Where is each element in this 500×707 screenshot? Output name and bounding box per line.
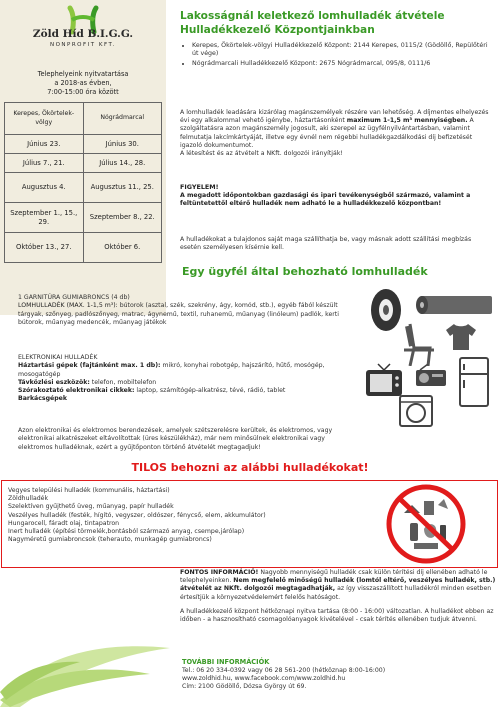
forbidden-item: Szelektíven gyűjthető üveg, műanyag, papír hulladék — [8, 503, 174, 511]
website-link[interactable]: www.zoldhid.hu, www.facebook.com/www.zoldhid.hu — [182, 675, 346, 683]
bulky-heading: LOMHULLADÉK (MAX. 1-1,5 m³): — [18, 302, 118, 310]
schedule-cell: Július 14., 28. — [83, 154, 162, 173]
bulky-text: bútorok (asztal, szék, szekrény, ágy, komód, stb.), egyéb fából készült tárgyak, szőnyeg, padlószőnyeg, matrac, ágynemű, textil, ruhanemű, műanyag (linóleum) padlók, kerti bútorok, műanyag medencék, műanyag játékok — [18, 302, 339, 326]
info-paragraph: A létesítést és az átvételt a NKft. dolgozói irányítják! — [180, 150, 343, 158]
important-heading: FONTOS INFORMÁCIÓ! — [180, 569, 259, 576]
forbidden-item: Hungarocell, fáradt olaj, tintapatron — [8, 519, 120, 527]
bulky-line — [18, 302, 358, 327]
electronic-note: Azon elektronikai és elektromos berendezések, amelyek szétszerelésre kerültek, és elektromos, vagy elektronikai alkatrészeket eltávolítottak (üres készülékház), már nem minősülnek elektronikai vagy elektromos hulladéknak, ezért a gyűjtőponton történő átvételét megtagadjuk! — [18, 427, 333, 451]
bulky-list — [18, 294, 358, 327]
schedule-header: Kerepes, Ökörtelek-völgy — [5, 103, 84, 135]
info-block — [180, 109, 494, 158]
page-title — [180, 10, 496, 37]
electronic-line — [18, 379, 358, 387]
title-line2: Hulladékkezelő Központjainkban — [180, 23, 375, 36]
garden-chair-icon — [400, 322, 438, 366]
further-info — [182, 667, 492, 692]
forbidden-item: Nagyméretű gumiabroncsok (teherauto, munkagép gumiabroncs) — [8, 536, 212, 544]
schedule-cell: Június 30. — [83, 135, 162, 154]
forbidden-title: TILOS behozni az alábbi hulladékokat! — [131, 461, 369, 474]
hours-line3: 7:00-15:00 óra között — [47, 88, 119, 97]
electronic-line — [18, 395, 358, 403]
important-paragraph — [180, 569, 496, 602]
address-line: Cím: 2100 Gödöllő, Dózsa György út 69. — [182, 683, 307, 691]
important-paragraph: A hulladékkezelő központ hétköznapi nyitva tartása (8:00 - 16:00) változatlan. A hulladékot ebben az időben - a hasznosítható csomagolóanyagok kivételével - csak térítés ellenében tudjuk átvenni. — [180, 607, 494, 624]
further-heading: TOVÁBBI INFORMÁCIÓK — [182, 658, 270, 666]
electronic-subhead: Szórakoztató elektronikai cikkek: — [18, 387, 135, 395]
forbidden-box — [1, 480, 498, 568]
forbidden-list — [8, 487, 328, 544]
address-item: • Kerepes, Ökörtelek-völgyi Hulladékkezelő Központ: 2144 Kerepes, 0115/2 (Gödöllő, Repülőtéri út vége) — [192, 42, 492, 59]
address-item: • Nógrádmarcali Hulladékkezelő Központ: 2675 Nógrádmarcal, 095/8, 0111/6 — [192, 60, 492, 68]
title-line1: Lakosságnál keletkező lomhulladék átvétele — [180, 10, 445, 22]
warning-text: A megadott időpontokban gazdasági és ipari tevékenységből származó, valamint a feltüntetettől eltérő hulladék nem adható le a hulladékkezelő központban! — [180, 192, 471, 208]
info-text: A szolgáltatásra azon magánszemély jogosult, aki szerepel az ügyfélnyilvántartásban, valamint felmutatja lakcímkártyáját, illetve egy évnél nem régebbi hulladékgazdálkodási díj befizetését igazoló dokumentumot. — [180, 117, 474, 149]
transport-text: A hulladékokat a tulajdonos saját maga szállíthatja be, vagy másnak adott szállítási megbízás esetén személyesen kísérnie kell. — [180, 236, 472, 252]
logo-subtitle: NONPROFIT KFT. — [49, 42, 117, 48]
schedule-cell: Október 6. — [83, 233, 162, 263]
hours-line1: Telephelyeink nyitvatartása — [37, 70, 129, 78]
opening-hours — [2, 70, 164, 98]
electronic-line — [18, 387, 358, 395]
important-text: Nagyobb mennyiségű hulladék csak külön térítési díj ellenében adható le telephelyeinken. — [180, 569, 488, 585]
electronic-subhead: Háztartási gépek (fajtánként max. 1 db): — [18, 362, 161, 370]
logo-title: Zöld Híd B.I.G.G. — [32, 28, 134, 40]
info-bold: maximum 1-1,5 m³ mennyiségben. — [346, 117, 468, 125]
hours-line2: a 2018-as évben, — [54, 79, 112, 88]
washing-machine-icon — [396, 394, 436, 428]
fridge-icon — [452, 356, 496, 408]
forbidden-item: Veszélyes hulladék (festék, hígító, vegyszer, oldószer, fénycső, elem, akkumulátor) — [8, 511, 266, 519]
electronic-text: mikró, konyhai robotgép, hajszárító, hűtő, mosógép, mosogatógép — [18, 362, 325, 378]
electronic-list — [18, 354, 358, 404]
leaf-decoration — [0, 600, 170, 707]
schedule-cell: Július 7., 21. — [5, 154, 84, 173]
schedule-cell: Október 13., 27. — [5, 233, 84, 263]
important-bold: Nem megfelelő minőségű hulladék (lomtól eltérő, veszélyes hulladék, stb.) átvételét az NKft. dolgozói megtagadhatják, — [180, 577, 496, 593]
tshirt-icon — [444, 322, 478, 352]
schedule-header: Nógrádmarcal — [83, 103, 162, 135]
forbidden-item: Zöldhulladék — [8, 495, 49, 503]
section-title: Egy ügyfél által behozható lomhulladék — [182, 265, 428, 278]
schedule-cell: Szeptember 1., 15., 29. — [5, 203, 84, 233]
electronic-text: telefon, mobiltelefon — [89, 378, 157, 386]
schedule-cell: Augusztus 11., 25. — [83, 173, 162, 203]
forbidden-item: Inert hulladék (építési törmelék,bontásból származó anyag, csempe,járólap) — [8, 528, 245, 536]
radio-icon — [414, 364, 448, 388]
schedule-table — [4, 102, 162, 263]
phone-line: Tel.: 06 20 334-0392 vagy 06 28 561-200 (hétköznap 8:00-16:00) — [182, 667, 386, 674]
schedule-cell: Szeptember 8., 22. — [83, 203, 162, 233]
prohibited-waste-icon — [384, 483, 468, 565]
info-text: A lomhulladék leadására kizárólag magánszemélyek részére van lehetőség. A díjmentes elhelyezés évi egy alkalommal vehető igénybe, háztartásonként — [180, 109, 489, 125]
electronic-text: laptop, számítógép-alkatrész, tévé, rádió, tablet — [134, 387, 286, 395]
schedule-cell: Augusztus 4. — [5, 173, 84, 203]
electronic-subhead: Távközlési eszközök: — [18, 378, 90, 386]
electronic-heading: ELEKTRONIKAI HULLADÉK — [18, 354, 98, 361]
important-info — [180, 569, 496, 624]
address-list — [192, 42, 492, 69]
electronic-line — [18, 362, 358, 379]
tires-line: 1 GARNITÚRA GUMIABRONCS (4 db) — [18, 294, 130, 301]
warning-heading: FIGYELEM! — [180, 183, 219, 191]
info-paragraph — [180, 109, 494, 150]
electronic-subhead: Barkácsgépek — [18, 395, 67, 403]
important-text: az így visszaszállított hulladékról minden esetben értesítjük a környezetvédelemért felelős hatóságot. — [180, 585, 492, 601]
carpet-roll-icon — [414, 292, 496, 318]
schedule-cell: Június 23. — [5, 135, 84, 154]
forbidden-item: Vegyes települési hulladék (kommunális, háztartási) — [8, 487, 170, 494]
schedule-panel — [0, 0, 166, 315]
